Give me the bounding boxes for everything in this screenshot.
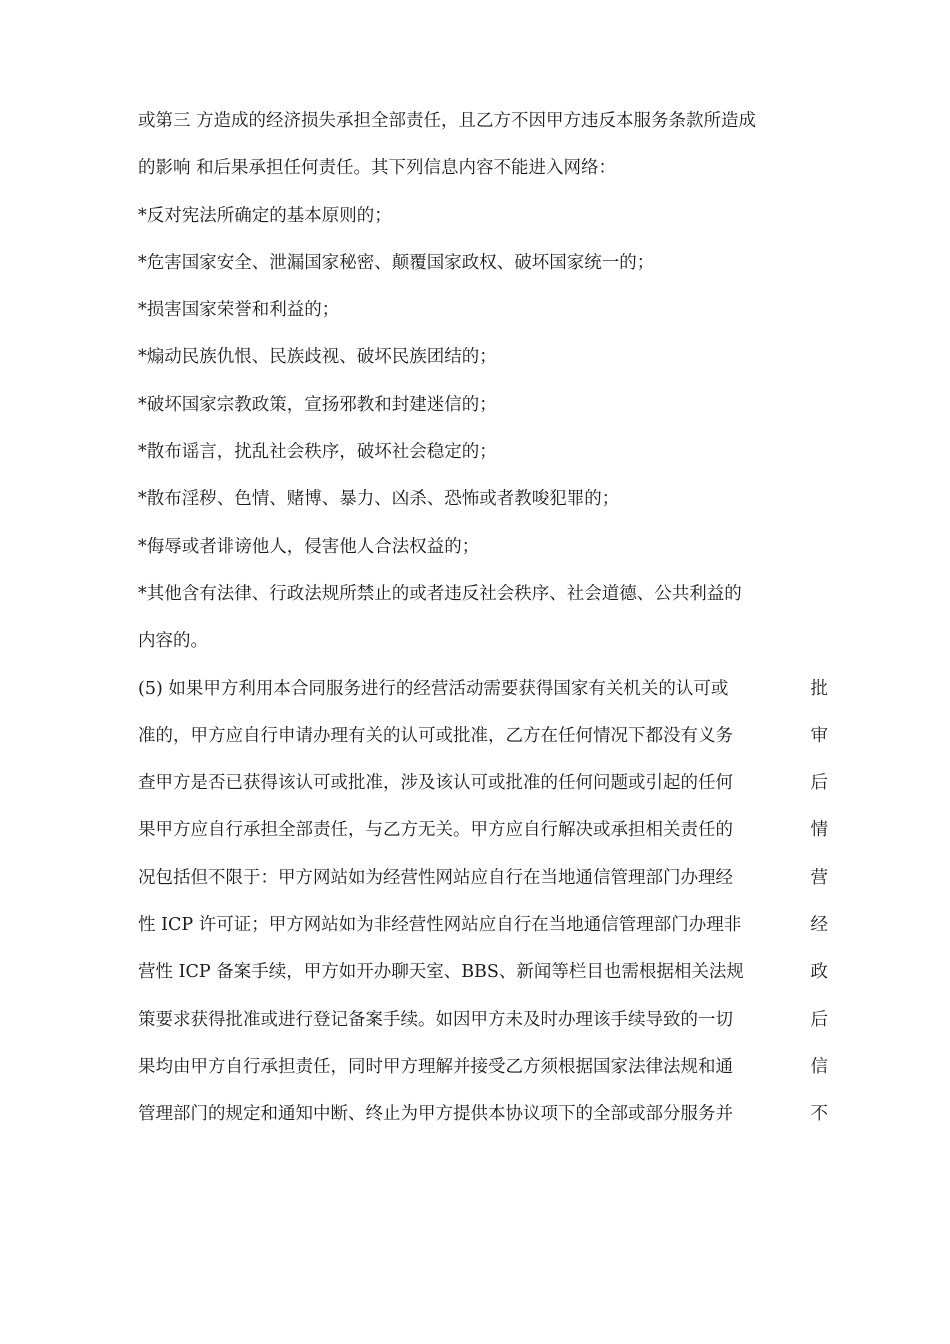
paragraph-line (138, 902, 828, 949)
document-body (138, 98, 828, 1139)
text-line: 的影响 和后果承担任何责任。其下列信息内容不能进入网络： (138, 158, 617, 179)
paragraph-line (138, 1091, 828, 1138)
paragraph-line (138, 949, 828, 996)
list-item: *散布淫秽、色情、赌博、暴力、凶杀、恐怖或者教唆犯罪的； (138, 489, 620, 510)
list-item: *破坏国家宗教政策，宣扬邪教和封建迷信的； (138, 394, 497, 415)
line-end-char: 政 (810, 962, 828, 983)
line-text: 营性 ICP 备案手续，甲方如开办聊天室、BBS、新闻等栏目也需根据相关法规 (138, 962, 744, 983)
line-text: 况包括但不限于：甲方网站如为经营性网站应自行在当地通信管理部门办理经 (138, 867, 733, 888)
paragraph-line (138, 855, 828, 902)
line-end-char: 营 (810, 867, 828, 888)
line-end-char: 后 (810, 773, 828, 794)
paragraph-line (138, 997, 828, 1044)
line-end-char: 不 (810, 1104, 828, 1125)
list-item: *侮辱或者诽谤他人，侵害他人合法权益的； (138, 536, 480, 557)
paragraph-line (138, 1044, 828, 1091)
line-text: 策要求获得批准或进行登记备案手续。如因甲方未及时办理该手续导致的一切 (138, 1009, 733, 1030)
text-line: 内容的。 (138, 631, 208, 652)
line-text: 准的，甲方应自行申请办理有关的认可或批准，乙方在任何情况下都没有义务 (138, 725, 733, 746)
line-end-char: 情 (810, 820, 828, 841)
list-item: *煽动民族仇恨、民族歧视、破坏民族团结的； (138, 347, 497, 368)
line-text: 管理部门的规定和通知中断、终止为甲方提供本协议项下的全部或部分服务并 (138, 1104, 733, 1125)
list-item: *反对宪法所确定的基本原则的； (138, 205, 392, 226)
line-text: 性 ICP 许可证；甲方网站如为非经营性网站应自行在当地通信管理部门办理非 (138, 915, 742, 936)
line-end-char: 批 (810, 678, 828, 699)
paragraph-line (138, 807, 828, 854)
line-text: (5) 如果甲方利用本合同服务进行的经营活动需要获得国家有关机关的认可或 (138, 678, 729, 699)
list-item: *危害国家安全、泄漏国家秘密、颠覆国家政权、破坏国家统一的； (138, 252, 655, 273)
list-item: *其他含有法律、行政法规所禁止的或者违反社会秩序、社会道德、公共利益的 (138, 583, 742, 604)
paragraph-line (138, 760, 828, 807)
line-text: 果甲方应自行承担全部责任，与乙方无关。甲方应自行解决或承担相关责任的 (138, 820, 733, 841)
paragraph-line (138, 713, 828, 760)
line-end-char: 经 (810, 915, 828, 936)
line-text: 果均由甲方自行承担责任，同时甲方理解并接受乙方须根据国家法律法规和通 (138, 1056, 733, 1077)
list-item: *散布谣言，扰乱社会秩序，破坏社会稳定的； (138, 442, 497, 463)
line-end-char: 审 (810, 725, 828, 746)
paragraph-line (138, 666, 828, 713)
text-line: 或第三 方造成的经济损失承担全部责任，且乙方不因甲方违反本服务条款所造成 (138, 111, 757, 131)
line-end-char: 信 (810, 1056, 828, 1077)
line-text: 查甲方是否已获得该认可或批准，涉及该认可或批准的任何问题或引起的任何 (138, 773, 733, 794)
line-end-char: 后 (810, 1009, 828, 1030)
list-item: *损害国家荣誉和利益的； (138, 300, 340, 321)
